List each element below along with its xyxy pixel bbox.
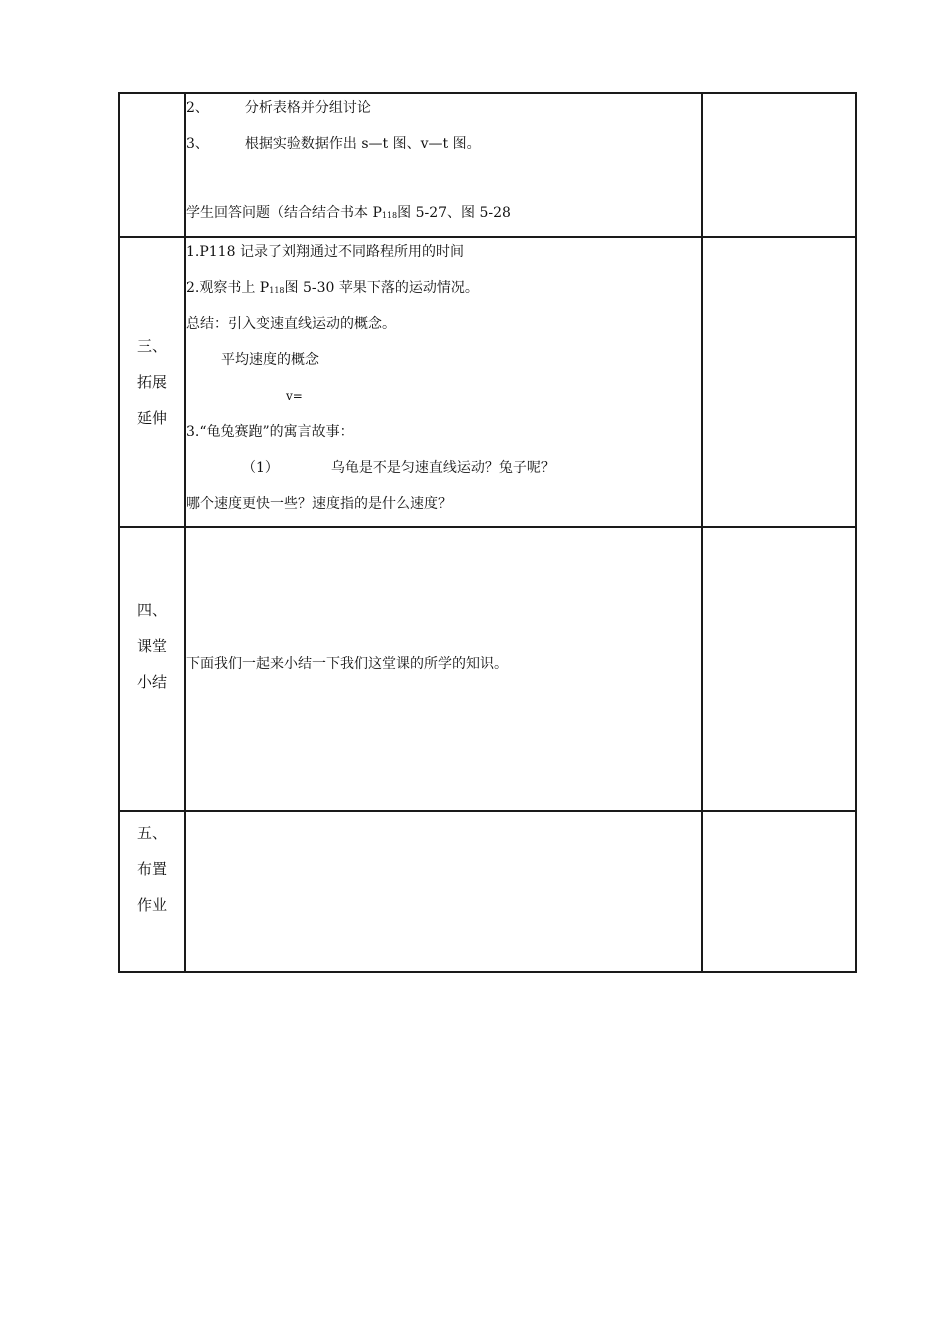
- notes-cell: [702, 237, 856, 527]
- table-row: [119, 237, 856, 527]
- section-label: 五、 布置 作业: [119, 811, 185, 972]
- table-row: [119, 93, 856, 237]
- notes-cell: [702, 527, 856, 811]
- step-line: 3、 根据实验数据作出 s—t 图、v—t 图。: [186, 136, 481, 152]
- table-row: [119, 811, 856, 972]
- content-cell: 1.P118 记录了刘翔通过不同路程所用的时间 2.观察书上 $P_{118}$图 5-30 苹果下落的运动情况。 总结：引入变速直线运动的概念。 平均速度的概念 v= 3.“龟兔赛跑”的寓言故事： （1） 乌龟是不是匀速直线运动？兔子呢？ 哪个速度更快一些？速度指的是什么速度？: [185, 237, 702, 527]
- step-line: 2、 分析表格并分组讨论: [186, 100, 371, 116]
- lesson-plan-table: [118, 92, 857, 973]
- content-cell: [185, 811, 702, 972]
- content-cell: [185, 93, 702, 237]
- table-row: [119, 527, 856, 811]
- notes-cell: [702, 93, 856, 237]
- notes-cell: [702, 811, 856, 972]
- section-label: 三、 拓展 延伸: [119, 237, 185, 527]
- section-cell: [119, 93, 185, 237]
- section-label: 四、 课堂 小结: [119, 527, 185, 811]
- student-answer-line: 学生回答问题（结合结合书本 $P_{118}$图 5-27、图 5-28: [186, 205, 511, 221]
- content-cell: 下面我们一起来小结一下我们这堂课的所学的知识。: [185, 527, 702, 811]
- formula: v=: [286, 389, 303, 403]
